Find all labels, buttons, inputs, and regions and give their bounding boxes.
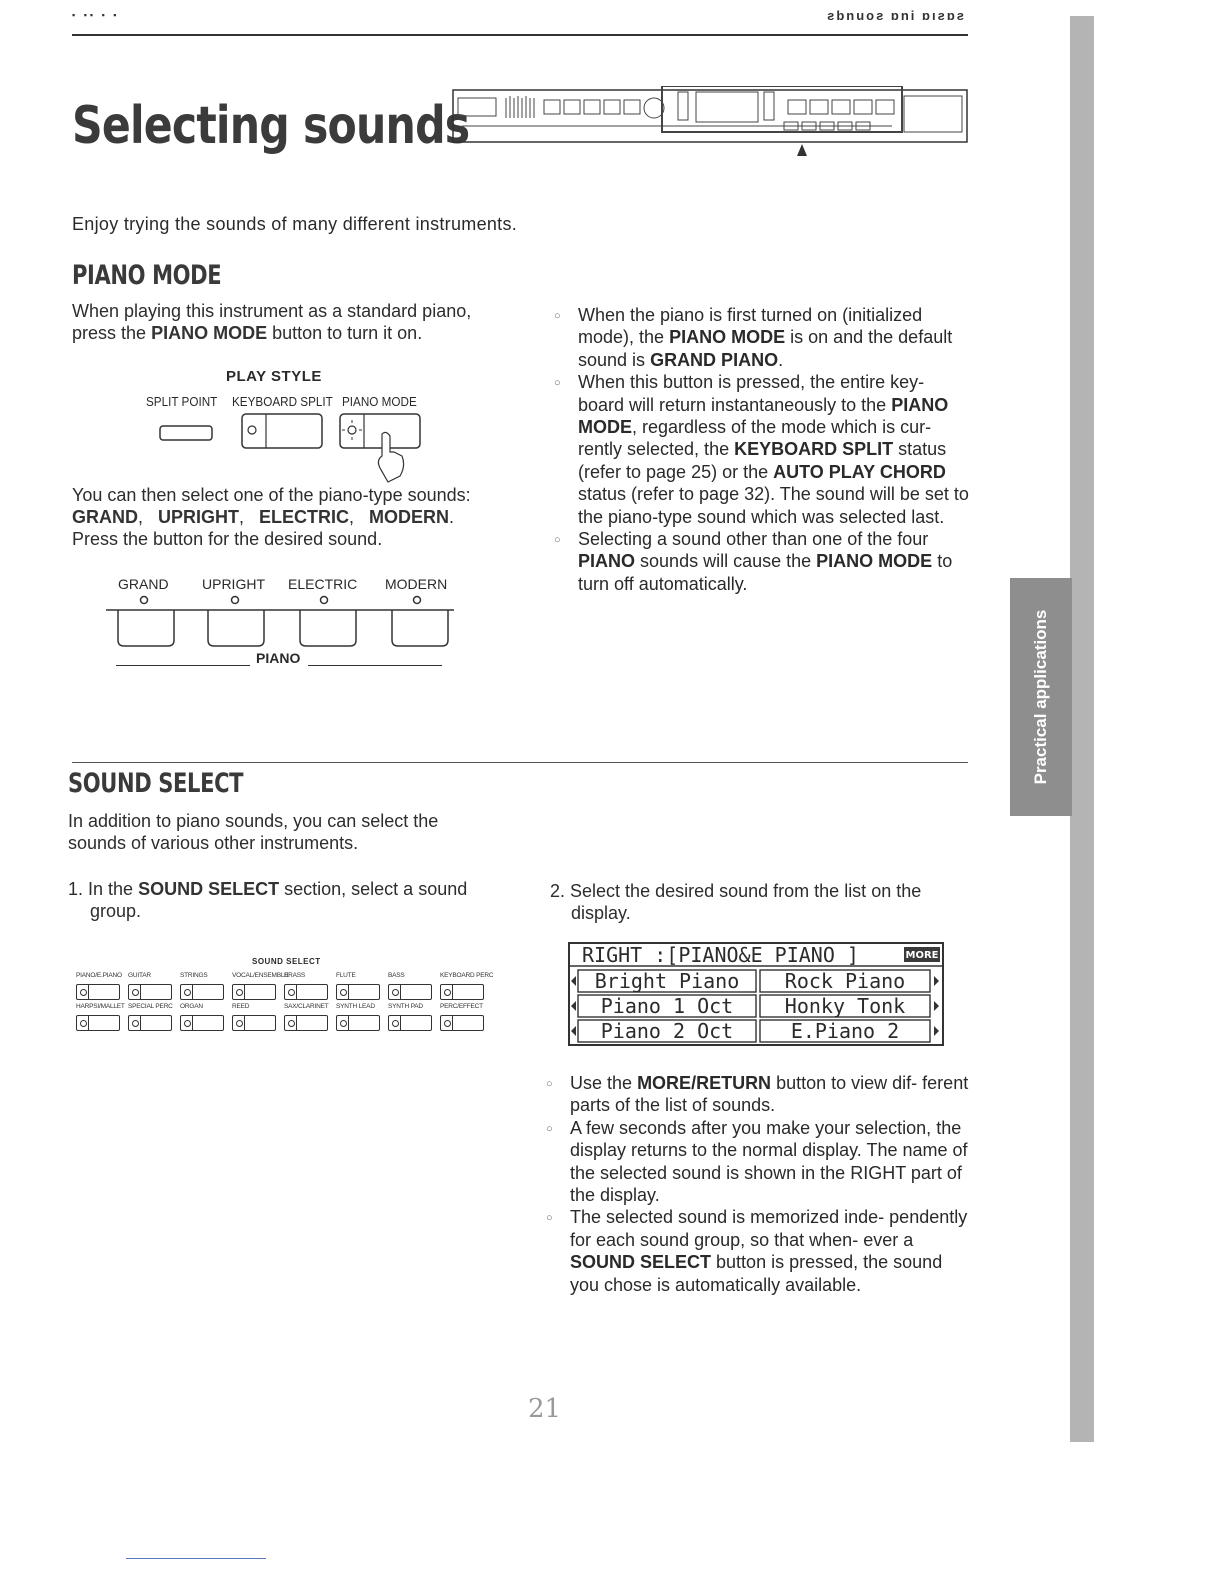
sound-group-button-reed[interactable]	[232, 1015, 276, 1031]
list-item	[542, 1072, 970, 1117]
text-line: ferent parts of the list of sounds.	[570, 1073, 969, 1116]
lcd-more-text: MORE	[905, 950, 939, 961]
indicator-lamp-icon	[392, 989, 399, 996]
text-line: sound you chose is automatically available.	[570, 1252, 943, 1295]
sound-group-button-synth-lead[interactable]	[336, 1015, 380, 1031]
section-tab-label: Practical applications	[1031, 609, 1050, 785]
button-divider	[296, 1016, 297, 1030]
lcd-sound-name: Rock Piano	[784, 969, 906, 993]
label-modern: MODERN	[385, 576, 448, 592]
text-line: The selected sound is memorized inde-	[570, 1207, 885, 1228]
button-divider	[140, 985, 141, 999]
play-style-title: PLAY STYLE	[226, 368, 322, 385]
piano-mode-paragraph-2: You can then select one of the piano-type sounds: GRAND, UPRIGHT, ELECTRIC, MODERN. Press the button for the desired sound.	[72, 485, 471, 549]
sound-select-heading: SOUND SELECT	[68, 768, 244, 799]
label-piano-mode: PIANO MODE	[342, 394, 417, 409]
grand-piano-term: GRAND PIANO	[650, 349, 779, 370]
header-rule	[72, 34, 968, 36]
button-divider	[244, 1016, 245, 1030]
indicator-lamp-icon	[340, 1020, 347, 1027]
text-line: is on and the default	[790, 327, 953, 348]
section-tab	[1010, 578, 1072, 816]
instrument-panel-illustration	[452, 86, 968, 158]
sound-grand: GRAND	[72, 507, 138, 527]
text-line: group.	[90, 901, 142, 921]
text-line: to turn off automatically.	[578, 551, 953, 594]
auto-play-chord-term: AUTO PLAY CHORD	[773, 461, 946, 482]
indicator-lamp-icon	[444, 1020, 451, 1027]
label-split-point: SPLIT POINT	[146, 394, 218, 409]
sound-group-button-harpsi-mallet[interactable]	[76, 1015, 120, 1031]
button-divider	[452, 1016, 453, 1030]
grand-button[interactable]	[118, 610, 174, 646]
lcd-sound-name: Bright Piano	[594, 969, 740, 993]
sound-group-button-piano-e-piano[interactable]	[76, 984, 120, 1000]
sound-group-label: BASS	[388, 972, 405, 979]
lcd-sound-name: Honky Tonk	[784, 994, 906, 1018]
sound-group-label: KEYBOARD PERC	[440, 972, 494, 979]
button-divider	[244, 985, 245, 999]
sound-group-label: SAX/CLARINET	[284, 1003, 329, 1010]
sound-group-label: BRASS	[284, 972, 306, 979]
text-line: button is pressed, the	[716, 1252, 889, 1273]
text-line: A few seconds after you make your selection,	[570, 1117, 932, 1138]
sound-group-label: STRINGS	[180, 972, 208, 979]
indicator-lamp-icon	[444, 989, 451, 996]
sound-group-button-special-perc[interactable]	[128, 1015, 172, 1031]
text-line: button to view dif-	[776, 1073, 918, 1093]
step-2	[550, 880, 980, 924]
piano-term: PIANO	[578, 551, 636, 572]
upright-button[interactable]	[208, 610, 264, 646]
sound-group-button-keyboard-perc[interactable]	[440, 984, 484, 1000]
piano-group-line-right	[308, 665, 442, 666]
piano-mode-term: PIANO MODE	[151, 323, 268, 343]
text-line: (refer to page 25) or the	[578, 461, 769, 482]
text-line: Selecting a sound other than one of the four	[578, 529, 929, 550]
indicator-lamp-icon	[392, 1020, 399, 1027]
piano-mode-notes	[550, 304, 974, 595]
sound-group-label: GUITAR	[128, 972, 151, 979]
button-divider	[348, 985, 349, 999]
page-number: 21	[528, 1394, 562, 1424]
piano-mode-term: PIANO MODE	[816, 551, 933, 572]
text-line: mode), the	[578, 327, 665, 348]
sound-group-button-vocal-ensemble[interactable]	[232, 984, 276, 1000]
sound-group-button-synth-pad[interactable]	[388, 1015, 432, 1031]
text-line: status (refer to page 32). The sound will be set	[578, 484, 949, 505]
text-line: sounds of various other instruments.	[68, 833, 359, 853]
keyboard-split-button[interactable]	[242, 414, 322, 448]
sound-group-button-strings[interactable]	[180, 984, 224, 1000]
sound-group-button-organ[interactable]	[180, 1015, 224, 1031]
more-return-term: MORE/RETURN	[637, 1073, 772, 1093]
sound-group-labels-row-1	[76, 972, 492, 982]
text-line: rently selected, the	[578, 439, 730, 460]
sound-group-labels-row-2	[76, 1003, 492, 1013]
text-line: In addition to piano sounds, you can select the	[68, 811, 439, 831]
label-keyboard-split: KEYBOARD SPLIT	[232, 394, 333, 409]
label-grand: GRAND	[118, 576, 169, 592]
sound-group-label: ORGAN	[180, 1003, 203, 1010]
sound-group-label: PERC/EFFECT	[440, 1003, 483, 1010]
indicator-lamp-icon	[184, 1020, 191, 1027]
indicator-lamp-icon	[236, 989, 243, 996]
text-line: the display returns to the normal display. The	[570, 1117, 962, 1161]
text-line: ever a	[863, 1229, 914, 1250]
sound-electric: ELECTRIC	[259, 507, 350, 527]
sound-group-button-perc-effect[interactable]	[440, 1015, 484, 1031]
indicator-lamp-icon	[288, 1020, 295, 1027]
page-edge-band	[1070, 16, 1094, 1442]
text-line: button to turn it on.	[272, 323, 423, 343]
step-number: 2.	[550, 881, 566, 901]
footer-link-line	[126, 1558, 266, 1559]
button-divider	[140, 1016, 141, 1030]
sound-group-button-flute[interactable]	[336, 984, 380, 1000]
step-number: 1.	[68, 879, 84, 899]
indicator-lamp-icon	[184, 989, 191, 996]
sound-group-label: SYNTH PAD	[388, 1003, 423, 1010]
sound-group-buttons-row-1	[76, 982, 492, 1002]
text-line: RIGHT part of the display.	[570, 1162, 962, 1206]
list-item	[550, 304, 974, 371]
piano-group-label: PIANO	[256, 650, 301, 666]
piano-mode-heading: PIANO MODE	[72, 260, 222, 291]
text-line: Press the button for the desired sound.	[72, 529, 383, 549]
button-divider	[400, 985, 401, 999]
running-title: ƨbnuoƨ ɒni ɒıƨɒƨ	[827, 8, 966, 23]
keyboard-split-term: KEYBOARD SPLIT	[734, 439, 894, 460]
pointing-finger-icon	[378, 432, 403, 482]
play-style-buttons-illustration	[150, 410, 440, 488]
text-line: press the	[72, 323, 147, 343]
indicator-lamp-icon	[80, 989, 87, 996]
sound-group-label: VOCAL/ENSEMBLE	[232, 972, 289, 979]
text-line: section, select a sound	[284, 879, 468, 899]
electric-button[interactable]	[300, 610, 356, 646]
section-divider	[72, 762, 968, 763]
label-electric: ELECTRIC	[288, 576, 358, 592]
sound-select-intro	[68, 810, 508, 854]
piano-mode-term: PIANO MODE	[669, 327, 786, 348]
sound-group-button-sax-clarinet[interactable]	[284, 1015, 328, 1031]
sound-group-button-guitar[interactable]	[128, 984, 172, 1000]
text-line: board will return instantaneously to the	[578, 394, 887, 415]
text-line: last.	[911, 506, 945, 527]
piano-mode-button[interactable]	[340, 414, 420, 448]
step-1	[68, 878, 508, 922]
lcd-sound-name: Piano 2 Oct	[600, 1019, 734, 1043]
text-line: .	[778, 349, 784, 370]
button-divider	[88, 985, 89, 999]
list-item	[542, 1206, 970, 1296]
text-line: to the piano-type sound which was selected	[578, 484, 969, 527]
sound-select-panel-title: SOUND SELECT	[252, 957, 321, 966]
text-line: When the piano is first turned on (initialized	[578, 305, 923, 325]
lcd-header-text: RIGHT :[PIANO&E PIANO ]	[582, 943, 859, 967]
button-divider	[296, 985, 297, 999]
lcd-sound-name: Piano 1 Oct	[600, 994, 734, 1018]
sound-select-notes	[542, 1072, 970, 1296]
sound-modern: MODERN	[369, 507, 450, 527]
list-item	[550, 528, 974, 595]
text-line: pendently for each sound group, so that when-	[570, 1207, 968, 1250]
list-item	[542, 1117, 970, 1207]
sound-group-button-brass[interactable]	[284, 984, 328, 1000]
text-line: sound is	[578, 349, 646, 370]
button-divider	[192, 985, 193, 999]
indicator-lamp-icon	[80, 1020, 87, 1027]
lcd-sound-name: E.Piano 2	[790, 1019, 900, 1043]
text-line: You can then select one of the piano-type sounds:	[72, 485, 471, 505]
text-line: , regardless of the mode which is cur-	[632, 417, 932, 438]
indicator-lamp-icon	[288, 989, 295, 996]
button-divider	[348, 1016, 349, 1030]
sound-group-label: SPECIAL PERC	[128, 1003, 173, 1010]
text-line: display.	[571, 903, 631, 923]
sound-group-label: REED	[232, 1003, 250, 1010]
label-upright: UPRIGHT	[202, 576, 265, 592]
indicator-lamp-icon	[340, 989, 347, 996]
sound-select-term: SOUND SELECT	[138, 879, 280, 899]
text-line: name of the selected sound is shown in the	[570, 1140, 968, 1183]
list-item	[550, 371, 974, 528]
sound-upright: UPRIGHT	[158, 507, 240, 527]
modern-button[interactable]	[392, 610, 448, 646]
text-line: When playing this instrument as a standard piano,	[72, 301, 472, 321]
sound-group-buttons-row-2	[76, 1013, 492, 1033]
piano-term: PIANO	[891, 394, 949, 415]
sound-select-term: SOUND SELECT	[570, 1252, 712, 1273]
piano-mode-paragraph-1	[72, 300, 502, 344]
header-marks: ▪ ▪▪ ▪ ▪	[72, 10, 120, 20]
button-divider	[400, 1016, 401, 1030]
text-line: Use the	[570, 1073, 633, 1093]
page-title: Selecting sounds	[72, 96, 470, 156]
indicator-lamp-icon	[132, 1020, 139, 1027]
piano-sound-buttons-illustration	[104, 592, 460, 652]
button-divider	[88, 1016, 89, 1030]
text-line: sounds will cause the	[640, 551, 812, 572]
text-line: In the	[88, 879, 134, 899]
text-line: status	[898, 439, 947, 460]
sound-group-label: SYNTH LEAD	[336, 1003, 375, 1010]
button-divider	[452, 985, 453, 999]
text-line: Select the desired sound from the list on the	[570, 881, 922, 901]
sound-group-label: HARPSI/MALLET	[76, 1003, 125, 1010]
lcd-display	[568, 942, 944, 1046]
split-point-button[interactable]	[160, 426, 212, 440]
sound-group-button-bass[interactable]	[388, 984, 432, 1000]
button-divider	[192, 1016, 193, 1030]
sound-group-label: FLUTE	[336, 972, 356, 979]
indicator-lamp-icon	[236, 1020, 243, 1027]
sound-group-label: PIANO/E.PIANO	[76, 972, 122, 979]
intro-text: Enjoy trying the sounds of many different instruments.	[72, 214, 518, 234]
indicator-lamp-icon	[132, 989, 139, 996]
mode-term: MODE	[578, 417, 632, 438]
text-line: When this button is pressed, the entire key-	[578, 372, 925, 393]
piano-group-line-left	[116, 665, 250, 666]
